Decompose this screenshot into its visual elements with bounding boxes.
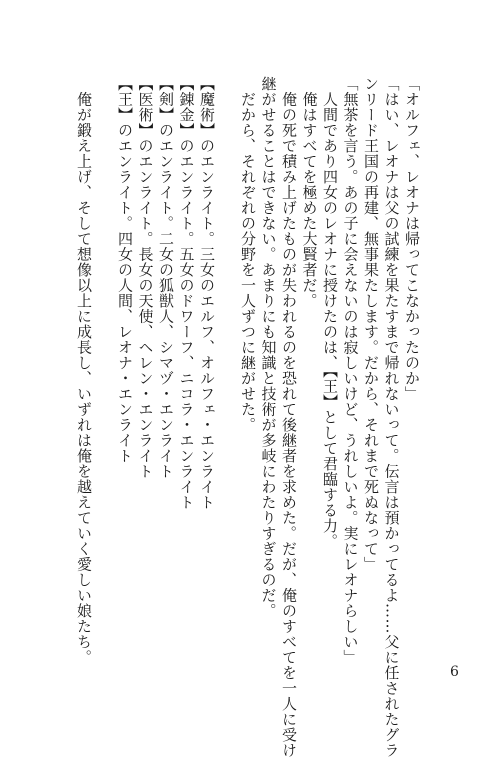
text-line: 「無茶を言う。あの子に会えないのは寂しいけど、うれしいよ。実にレオナらしい」: [341, 76, 360, 665]
text-line: 【医術】のエンライト。長女の天使、ヘレン・エンライト: [136, 76, 155, 479]
text-line: 【剣】のエンライト。二女の狐獣人、シマヅ・エンライト: [157, 76, 175, 479]
text-line: 俺はすべてを極めた大賢者だ。: [300, 76, 319, 309]
text-line: 継がせることはできない。あまりにも知識と技術が多岐にわたりすぎるのだ。: [259, 76, 278, 619]
blank-line: [217, 76, 238, 604]
page-number: 6: [450, 664, 459, 680]
text-line: 人間であり四女のレオナに授けたのは、【王】として君臨する力。: [321, 76, 339, 549]
text-line: 「オルフェ、レオナは帰ってこなかったのか」: [403, 76, 421, 402]
text-line: 俺が鍛え上げ、そして想像以上に成長し、いずれは俺を越えていく愛しい娘たち。: [75, 76, 93, 665]
text-line: ンリード王国の再建、無事果たします。だから、それまで死ぬなって」: [362, 76, 380, 572]
vertical-text-body: [75, 76, 422, 758]
text-line: 「はい、レオナは父の試練を果たすまで帰れないって。伝言は預かってるよ……父に任されたグラ: [382, 76, 401, 758]
text-line: 【錬金】のエンライト。五女のドワーフ、ニコラ・エンライト: [177, 76, 196, 510]
text-line: 【王】のエンライト。四女の人間、レオナ・エンライト: [116, 76, 134, 464]
text-line: 俺の死で積み上げたものが失われるのを恐れて後継者を求めた。だが、俺のすべてを一人に受け: [280, 76, 298, 758]
blank-line: [94, 76, 115, 604]
text-line: だから、それぞれの分野を一人ずつに継がせた。: [239, 76, 257, 433]
text-line: 【魔術】のエンライト。三女のエルフ、オルフェ・エンライト: [198, 76, 216, 510]
